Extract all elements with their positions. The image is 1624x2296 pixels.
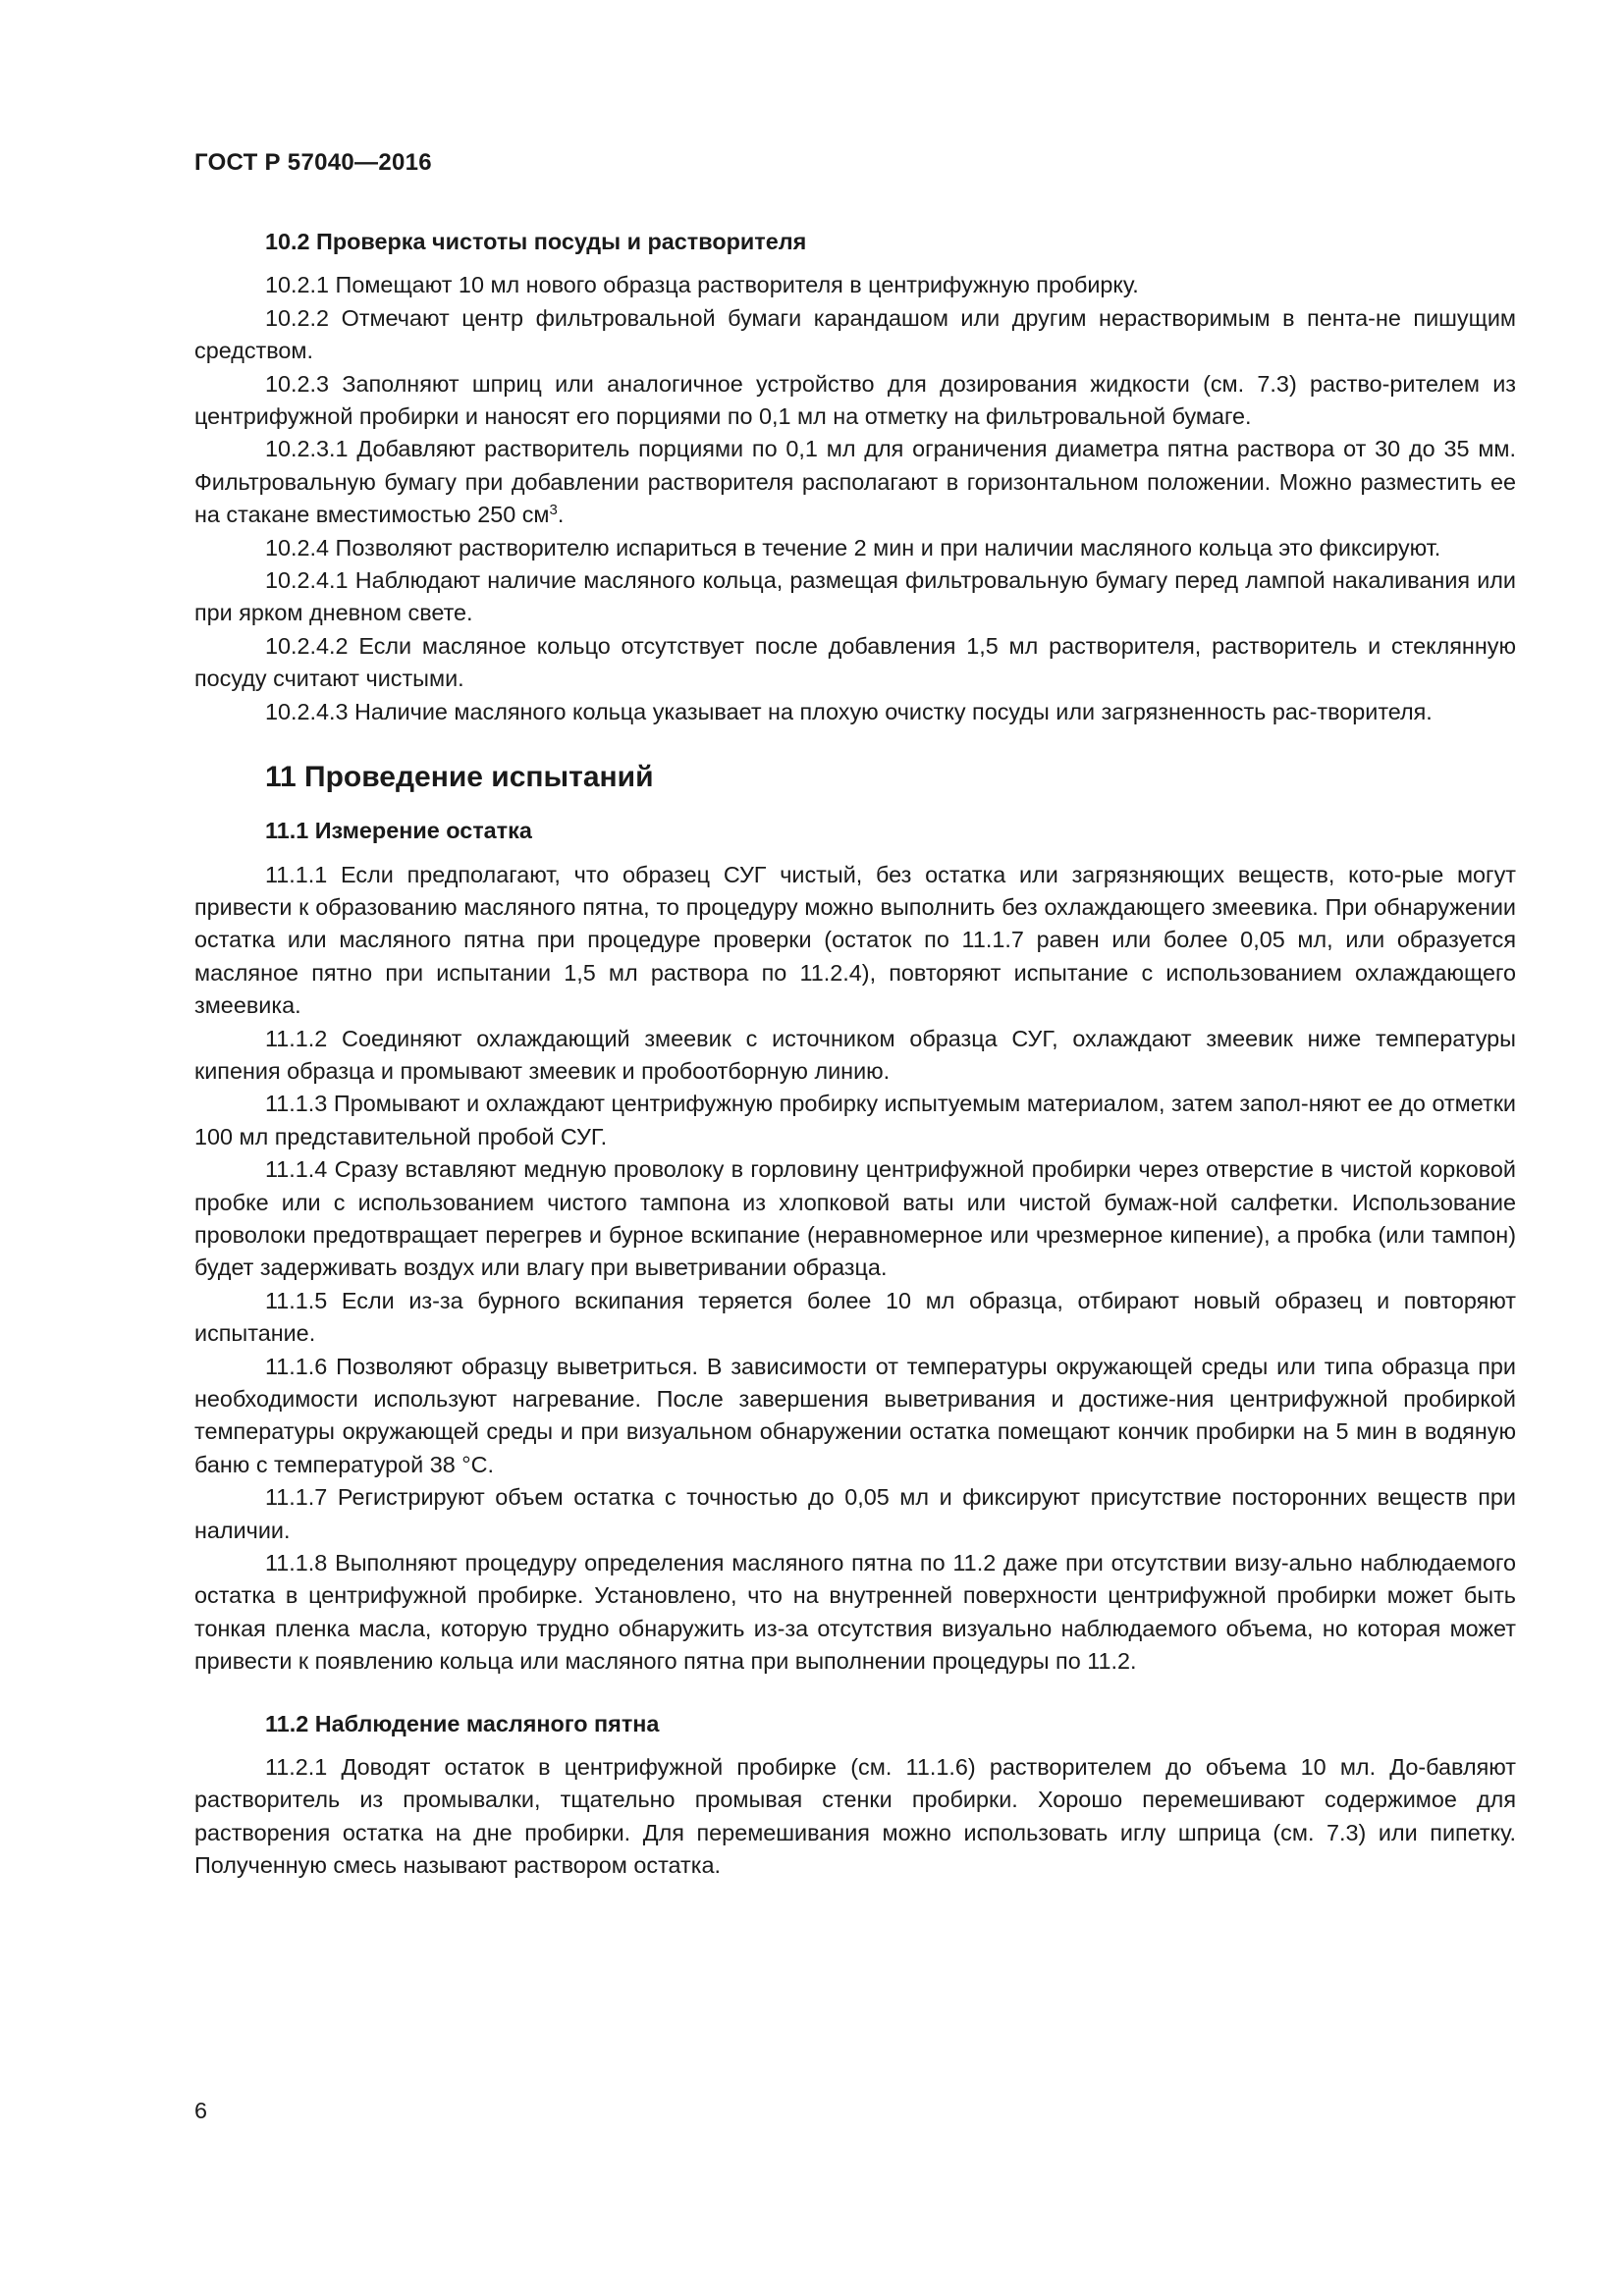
- heading-10-2: 10.2 Проверка чистоты посуды и растворителя: [265, 229, 807, 254]
- paragraph-11-1-8: 11.1.8 Выполняют процедуру определения масляного пятна по 11.2 даже при отсутствии визу-ально наблюдаемого остатка в центрифужной пробирке. Установлено, что на внутренней поверхности центрифужной пробирки может быть тонкая пленка масла, которую трудно обнаружить из-за отсутствия визуально наблюдаемого объема, но которая может привести к появлению кольца или масляного пятна при выполнении процедуры по 11.2.: [194, 1550, 1516, 1675]
- paragraph-10-2-4-2: 10.2.4.2 Если масляное кольцо отсутствует после добавления 1,5 мл растворителя, растворитель и стеклянную посуду считают чистыми.: [194, 632, 1516, 692]
- paragraph-10-2-2: 10.2.2 Отмечают центр фильтровальной бумаги карандашом или другим нерастворимым в пента-не пишущим средством.: [194, 304, 1516, 364]
- superscript-3: 3: [549, 502, 558, 519]
- paragraph-11-1-7: 11.1.7 Регистрируют объем остатка с точностью до 0,05 мл и фиксируют присутствие посторонних веществ при наличии.: [194, 1484, 1516, 1543]
- heading-11-1: 11.1 Измерение остатка: [265, 818, 532, 844]
- paragraph-10-2-4-1: 10.2.4.1 Наблюдают наличие масляного кольца, размещая фильтровальную бумагу перед лампой накаливания или при ярком дневном свете.: [194, 567, 1516, 626]
- paragraph-10-2-4: 10.2.4 Позволяют растворителю испариться в течение 2 мин и при наличии масляного кольца это фиксируют.: [265, 534, 1441, 561]
- paragraph-11-1-3: 11.1.3 Промывают и охлаждают центрифужную пробирку испытуемым материалом, затем запол-няют ее до отметки 100 мл представительной пробой СУГ.: [194, 1091, 1516, 1149]
- page-number: 6: [194, 2098, 208, 2123]
- paragraph-10-2-3-1-tail: .: [557, 502, 565, 528]
- paragraph-11-1-4: 11.1.4 Сразу вставляют медную проволоку в горловину центрифужной пробирки через отверстие в чистой корковой пробке или с использованием чистого тампона из хлопковой ваты или чистой бумаж-ной салфетки. Использование проволоки предотвращает перегрев и бурное вскипание (неравномерное или чрезмерное кипение), а пробка (или тампон) будет задерживать воздух или влагу при выветривании образца.: [194, 1156, 1516, 1281]
- paragraph-10-2-3: 10.2.3 Заполняют шприц или аналогичное устройство для дозирования жидкости (см. 7.3) раство-рителем из центрифужной пробирки и наносят его порциями по 0,1 мл на отметку на фильтровальной бумаге.: [194, 370, 1516, 430]
- paragraph-11-1-5: 11.1.5 Если из-за бурного вскипания теряется более 10 мл образца, отбирают новый образец и повторяют испытание.: [194, 1287, 1516, 1347]
- paragraph-10-2-3-1-text: 10.2.3.1 Добавляют растворитель порциями по 0,1 мл для ограничения диаметра пятна раствора от 30 до 35 мм. Фильтровальную бумагу при добавлении растворителя располагают в горизонтальном положении. Можно разместить ее на стакане вместимостью 250 см: [194, 436, 1516, 528]
- page-content: [194, 226, 1516, 1883]
- heading-11-2: 11.2 Наблюдение масляного пятна: [265, 1710, 660, 1736]
- paragraph-11-1-2: 11.1.2 Соединяют охлаждающий змеевик с источником образца СУГ, охлаждают змеевик ниже температуры кипения образца и промывают змеевик и пробоотборную линию.: [194, 1025, 1516, 1084]
- standard-header: ГОСТ Р 57040—2016: [194, 149, 432, 176]
- paragraph-10-2-1: 10.2.1 Помещают 10 мл нового образца растворителя в центрифужную пробирку.: [265, 272, 1139, 298]
- paragraph-10-2-4-3: 10.2.4.3 Наличие масляного кольца указывает на плохую очистку посуды или загрязненность рас-творителя.: [265, 698, 1433, 724]
- heading-11: 11 Проведение испытаний: [265, 761, 654, 794]
- paragraph-11-2-1: 11.2.1 Доводят остаток в центрифужной пробирке (см. 11.1.6) растворителем до объема 10 мл. До-бавляют растворитель из промывалки, тщательно промывая стенки пробирки. Хорошо перемешивают содержимое для растворения остатка на дне пробирки. Для перемешивания можно использовать иглу шприца (см. 7.3) или пипетку. Полученную смесь называют раствором остатка.: [194, 1754, 1516, 1879]
- paragraph-11-1-1: 11.1.1 Если предполагают, что образец СУГ чистый, без остатка или загрязняющих веществ, кото-рые могут привести к образованию масляного пятна, то процедуру можно выполнить без охлаждающего змеевика. При обнаружении остатка или масляного пятна при процедуре проверки (остаток по 11.1.7 равен или более 0,05 мл, или образуется масляное пятно при испытании 1,5 мл раствора по 11.2.4), повторяют испытание с использованием охлаждающего змеевика.: [194, 861, 1516, 1019]
- paragraph-11-1-6: 11.1.6 Позволяют образцу выветриться. В зависимости от температуры окружающей среды или типа образца при необходимости используют нагревание. После завершения выветривания и достиже-ния центрифужной пробиркой температуры окружающей среды и при визуальном обнаружении остатка помещают кончик пробирки на 5 мин в водяную баню с температурой 38 °С.: [194, 1353, 1516, 1477]
- paragraph-10-2-3-1: [194, 433, 1516, 531]
